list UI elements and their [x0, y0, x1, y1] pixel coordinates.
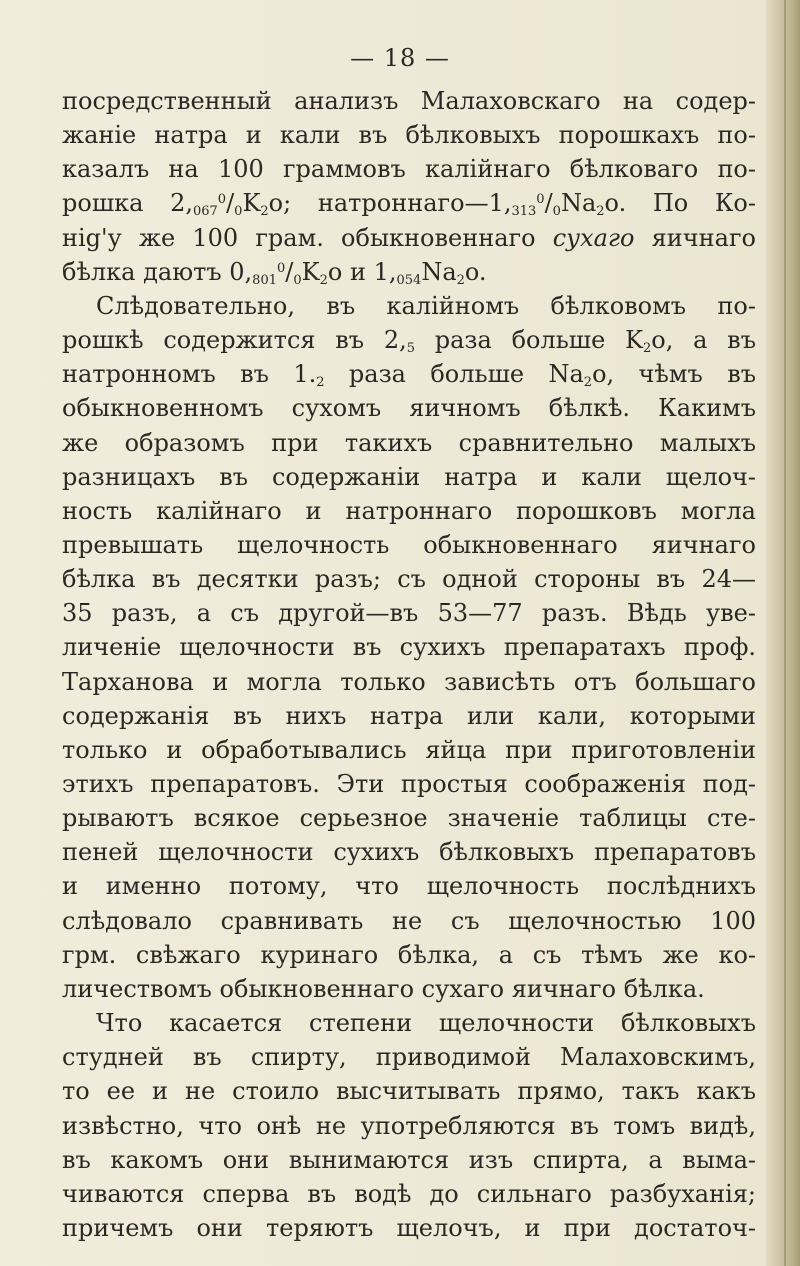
- subscript: 313: [511, 204, 537, 220]
- text-run: o, чѣмъ въ: [592, 360, 756, 389]
- text-line: [62, 1040, 756, 1074]
- text-run: слѣдовало сравнивать не съ щелочностью 100: [62, 906, 756, 935]
- text-line: [62, 357, 756, 391]
- subscript: 2: [583, 375, 593, 391]
- text-run: посредственный анализъ Малаховскаго на содер-: [62, 87, 756, 115]
- text-run: студней въ спирту, приводимой Малаховскимъ,: [62, 1043, 756, 1072]
- text-line: [62, 494, 756, 528]
- subscript: 5: [406, 341, 415, 357]
- subscript: 2: [319, 272, 328, 288]
- text-run: бѣлка въ десятки разъ; съ одной стороны въ 24—: [62, 565, 756, 594]
- subscript: 0: [234, 204, 243, 220]
- text-run: содержанія въ нихъ натра или кали, которыми: [62, 701, 756, 730]
- subscript: 2: [596, 204, 605, 220]
- text-run: ность калійнаго и натроннаго порошковъ могла: [62, 496, 756, 525]
- text-line: [62, 255, 756, 289]
- text-line: [62, 528, 756, 562]
- text-run: рошкѣ содержится въ 2,: [62, 326, 407, 355]
- text-run: K: [242, 189, 261, 218]
- text-run: 35 разъ, а съ другой—въ 53—77 разъ. Вѣдь уве-: [62, 599, 756, 628]
- superscript: 0: [217, 192, 227, 208]
- text-run: /: [285, 257, 294, 286]
- text-run: ніg'у же 100 грам. обыкновеннаго: [62, 223, 553, 252]
- text-run: жаніе натра и кали въ бѣлковыхъ порошкахъ по-: [62, 121, 756, 150]
- text-run: и именно потому, что щелочность послѣднихъ: [62, 872, 756, 901]
- text-run: Na: [421, 257, 457, 286]
- text-line: [62, 767, 756, 801]
- text-run: превышать щелочность обыкновеннаго яичнаго: [62, 530, 756, 559]
- text-run: же образомъ при такихъ сравнительно малыхъ: [62, 428, 756, 457]
- subscript: 2: [260, 204, 269, 220]
- text-run: рываютъ всякое серьезное значеніе таблицы сте-: [62, 804, 756, 833]
- text-run: яичнаго: [634, 223, 756, 252]
- text-run: раза больше K: [415, 326, 643, 355]
- subscript: 0: [293, 272, 302, 288]
- italic-text: сухаго: [552, 223, 635, 252]
- text-run: бѣлка даютъ 0,: [62, 257, 253, 286]
- superscript: 0: [536, 192, 545, 208]
- subscript: 067: [192, 204, 218, 220]
- text-run: только и обработывались яйца при приготовленіи: [62, 735, 756, 764]
- text-line: [62, 596, 756, 630]
- text-run: этихъ препаратовъ. Эти простыя соображенія под-: [62, 770, 756, 798]
- text-run: личествомъ обыкновеннаго сухаго яичнаго бѣлка.: [62, 974, 705, 1003]
- text-line: [62, 1074, 756, 1108]
- subscript: 0: [552, 204, 561, 220]
- text-run: o и 1,: [327, 257, 397, 286]
- text-run: o. По Ко-: [604, 189, 756, 218]
- text-run: K: [301, 257, 320, 286]
- text-line: [62, 84, 756, 118]
- text-line: [62, 904, 756, 938]
- text-run: /: [544, 189, 553, 218]
- text-run: o.: [464, 257, 487, 286]
- text-run: разницахъ въ содержаніи натра и кали щелоч-: [62, 462, 756, 491]
- text-run: Слѣдовательно, въ калійномъ бѣлковомъ по-: [96, 291, 756, 320]
- text-line: [62, 733, 756, 767]
- page-edge-shadow: [766, 0, 800, 1266]
- text-line: [62, 665, 756, 699]
- text-line: [62, 835, 756, 869]
- text-line: [62, 460, 756, 494]
- text-line: [62, 289, 756, 323]
- subscript: 2: [316, 375, 325, 391]
- text-line: [62, 699, 756, 733]
- text-run: o, а въ: [651, 326, 756, 355]
- text-run: рошка 2,: [62, 189, 193, 218]
- text-line: [62, 1109, 756, 1143]
- text-line: [62, 1177, 756, 1211]
- text-run: извѣстно, что онѣ не употребляются въ томъ видѣ,: [62, 1111, 756, 1140]
- text-line: [62, 801, 756, 835]
- subscript: 054: [396, 272, 422, 288]
- text-run: чиваются сперва въ водѣ до сильнаго разбуханія;: [62, 1179, 756, 1208]
- text-line: [62, 323, 756, 357]
- text-line: [62, 630, 756, 664]
- text-line: [62, 1143, 756, 1177]
- text-line: [62, 118, 756, 152]
- text-run: раза больше Na: [324, 360, 584, 389]
- superscript: 0: [277, 260, 286, 276]
- text-line: [62, 152, 756, 186]
- text-line: [62, 869, 756, 903]
- text-run: Тарханова и могла только зависѣть отъ большаго: [62, 667, 756, 696]
- text-line: [62, 1211, 756, 1245]
- text-line: [62, 391, 756, 425]
- page-edge-line: [784, 0, 786, 1266]
- subscript: 2: [456, 272, 465, 288]
- text-run: пеней щелочности сухихъ бѣлковыхъ препаратовъ: [62, 838, 756, 867]
- subscript: 2: [643, 341, 652, 357]
- text-run: /: [226, 189, 235, 218]
- text-line: [62, 972, 756, 1006]
- text-line: [62, 1006, 756, 1040]
- text-line: [62, 938, 756, 972]
- text-run: то ее и не стоило высчитывать прямо, такъ какъ: [62, 1077, 756, 1106]
- text-run: грм. свѣжаго куринаго бѣлка, а съ тѣмъ же ко-: [62, 940, 756, 969]
- text-run: обыкновенномъ сухомъ яичномъ бѣлкѣ. Какимъ: [62, 394, 756, 423]
- page-number: — 18 —: [350, 44, 450, 72]
- text-line: [62, 186, 756, 220]
- text-run: Что касается степени щелочности бѣлковыхъ: [96, 1009, 756, 1038]
- text-run: причемъ они теряютъ щелочъ, и при достаточ-: [62, 1213, 756, 1242]
- text-run: o; натроннаго—1,: [268, 189, 512, 218]
- text-run: натронномъ въ 1.: [62, 360, 317, 389]
- text-run: въ какомъ они вынимаются изъ спирта, а выма-: [62, 1145, 756, 1174]
- text-line: [62, 426, 756, 460]
- text-run: Na: [560, 189, 597, 218]
- text-run: личеніе щелочности въ сухихъ препаратахъ проф.: [62, 633, 756, 662]
- text-line: [62, 562, 756, 596]
- text-line: [62, 221, 756, 255]
- text-run: казалъ на 100 граммовъ калійнаго бѣлковаго по-: [62, 155, 756, 184]
- subscript: 801: [252, 272, 277, 288]
